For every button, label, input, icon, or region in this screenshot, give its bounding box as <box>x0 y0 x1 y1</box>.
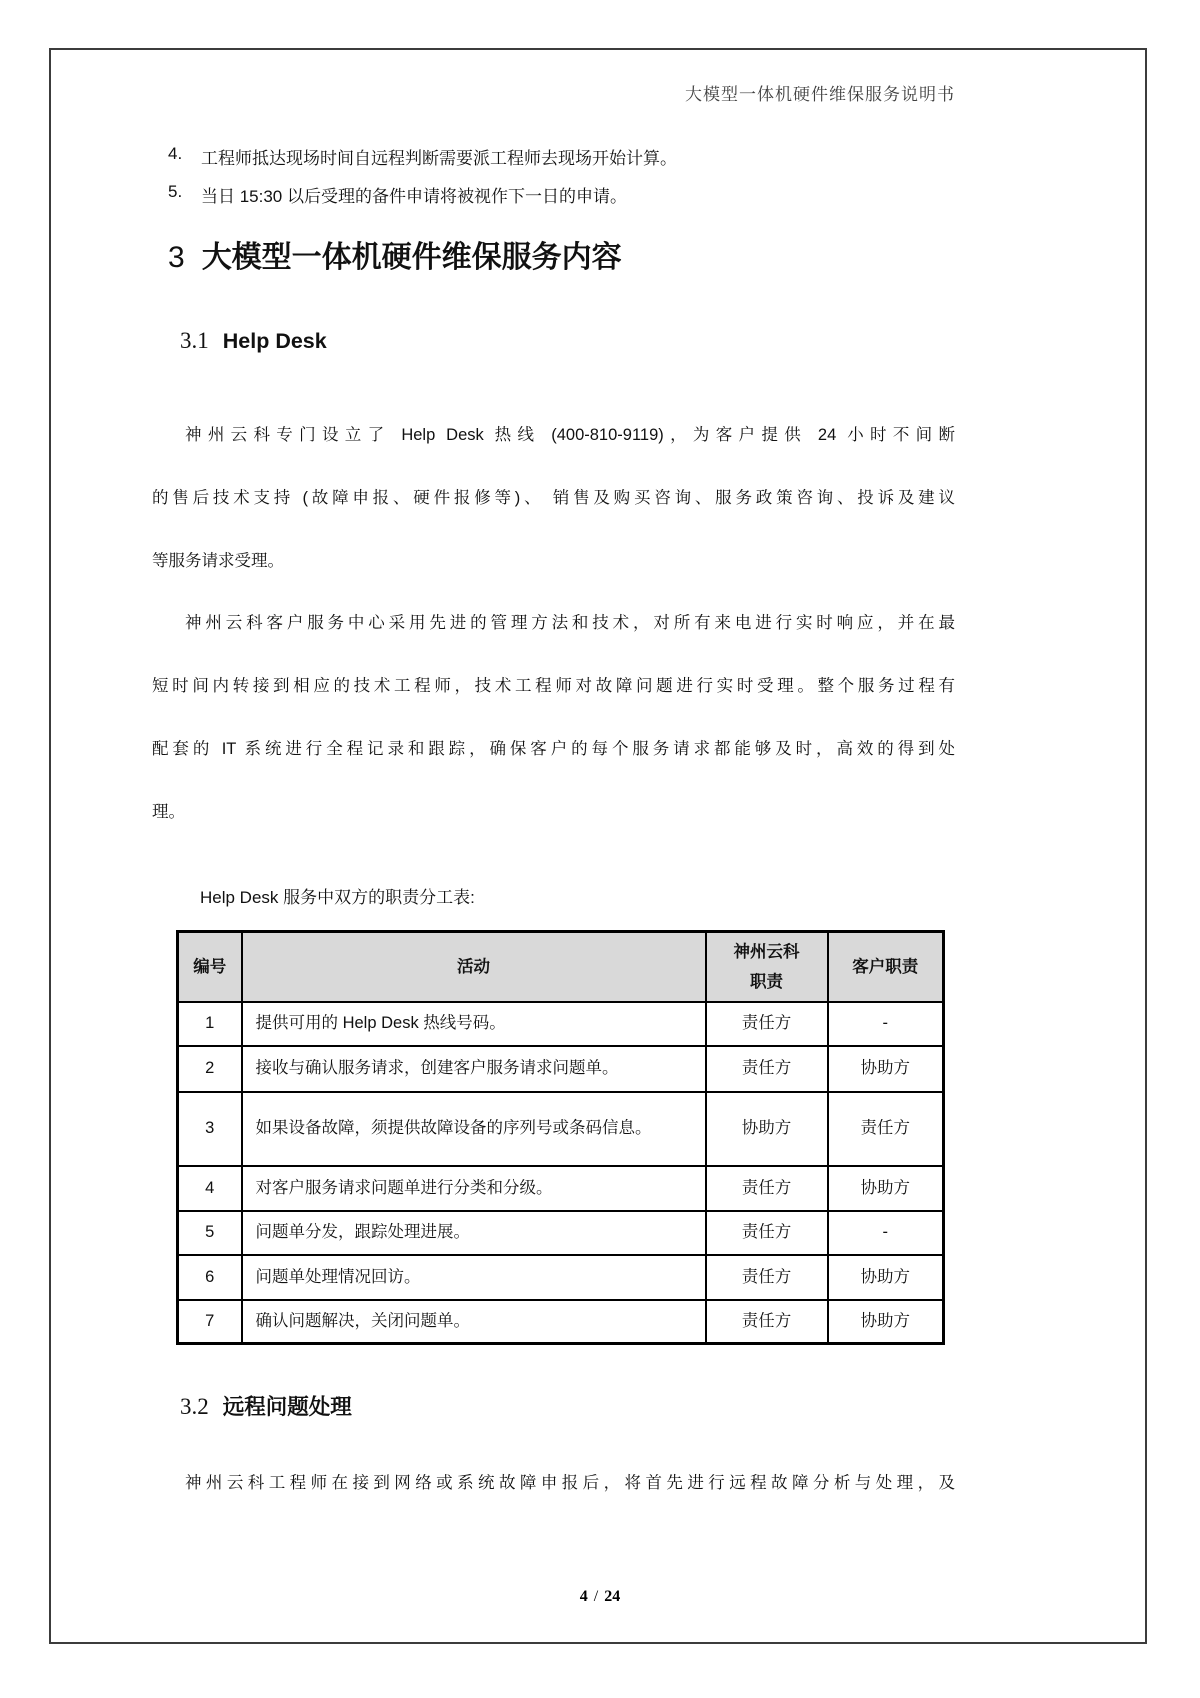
cell-activity: 如果设备故障，须提供故障设备的序列号或条码信息。 <box>242 1092 706 1166</box>
cell-dck-duty: 责任方 <box>706 1300 828 1344</box>
table-caption: Help Desk 服务中双方的职责分工表: <box>200 888 475 907</box>
section-number: 3.2 <box>180 1394 209 1419</box>
cell-customer-duty: 协助方 <box>828 1255 944 1300</box>
column-header-dck-line2: 职责 <box>750 972 783 991</box>
cell-dck-duty: 责任方 <box>706 1166 828 1211</box>
cell-dck-duty: 责任方 <box>706 1002 828 1046</box>
chapter-title: 大模型一体机硬件维保服务内容 <box>201 241 622 274</box>
table-row <box>178 1002 944 1046</box>
cell-dck-duty: 协助方 <box>706 1092 828 1166</box>
paragraph-line: 神州云科客户服务中心采用先进的管理方法和技术，对所有来电进行实时响应，并在最 <box>185 614 955 632</box>
section-heading-3-1 <box>180 328 327 354</box>
table-row <box>178 1092 944 1166</box>
paragraph-line: 配套的 IT 系统进行全程记录和跟踪，确保客户的每个服务请求都能够及时，高效的得到处 <box>152 740 955 758</box>
list-item-number: 4. <box>168 144 183 163</box>
chapter-heading <box>168 232 622 276</box>
cell-number: 2 <box>178 1046 242 1092</box>
cell-number: 6 <box>178 1255 242 1300</box>
page-footer <box>0 1588 1200 1606</box>
paragraph-helpdesk-intro <box>152 404 955 593</box>
cell-number: 3 <box>178 1092 242 1166</box>
cell-number: 1 <box>178 1002 242 1046</box>
paragraph-service-center <box>152 592 955 844</box>
column-header-activity: 活动 <box>242 932 706 1002</box>
page-number-total: 24 <box>604 1588 621 1605</box>
cell-activity: 对客户服务请求问题单进行分类和分级。 <box>242 1166 706 1211</box>
cell-customer-duty: - <box>828 1211 944 1255</box>
table-row <box>178 1211 944 1255</box>
responsibility-table <box>176 930 945 1345</box>
section-heading-3-2 <box>180 1390 352 1421</box>
paragraph-line: 的售后技术支持 (故障申报、硬件报修等)、 销售及购买咨询、服务政策咨询、投诉及建议 <box>152 489 955 507</box>
paragraph-line: 理。 <box>152 803 185 821</box>
column-header-customer-duty: 客户职责 <box>828 932 944 1002</box>
cell-activity: 接收与确认服务请求，创建客户服务请求问题单。 <box>242 1046 706 1092</box>
paragraph-remote-handling <box>152 1452 955 1515</box>
paragraph-line: 等服务请求受理。 <box>152 552 284 570</box>
cell-activity: 问题单分发，跟踪处理进展。 <box>242 1211 706 1255</box>
column-header-dck-duty <box>706 932 828 1002</box>
cell-customer-duty: 责任方 <box>828 1092 944 1166</box>
cell-activity: 确认问题解决，关闭问题单。 <box>242 1300 706 1344</box>
list-item-4 <box>168 144 677 169</box>
table-row <box>178 1300 944 1344</box>
list-item-text: 当日 15:30 以后受理的备件申请将被视作下一日的申请。 <box>201 187 627 206</box>
table-row <box>178 1166 944 1211</box>
cell-number: 4 <box>178 1166 242 1211</box>
cell-dck-duty: 责任方 <box>706 1211 828 1255</box>
cell-customer-duty: 协助方 <box>828 1046 944 1092</box>
list-item-text: 工程师抵达现场时间自远程判断需要派工程师去现场开始计算。 <box>201 149 677 168</box>
list-item-5 <box>168 182 627 207</box>
cell-customer-duty: 协助方 <box>828 1166 944 1211</box>
cell-customer-duty: 协助方 <box>828 1300 944 1344</box>
cell-activity: 提供可用的 Help Desk 热线号码。 <box>242 1002 706 1046</box>
cell-customer-duty: - <box>828 1002 944 1046</box>
cell-number: 5 <box>178 1211 242 1255</box>
page-number-current: 4 <box>579 1588 588 1605</box>
cell-number: 7 <box>178 1300 242 1344</box>
page-header-title: 大模型一体机硬件维保服务说明书 <box>685 85 955 104</box>
table-row <box>178 1255 944 1300</box>
section-title: Help Desk <box>222 329 327 353</box>
cell-activity: 问题单处理情况回访。 <box>242 1255 706 1300</box>
cell-dck-duty: 责任方 <box>706 1046 828 1092</box>
paragraph-line: 短时间内转接到相应的技术工程师，技术工程师对故障问题进行实时受理。整个服务过程有 <box>152 677 955 695</box>
page-number-separator: / <box>593 1588 599 1605</box>
column-header-dck-line1: 神州云科 <box>733 942 800 961</box>
table-row <box>178 1046 944 1092</box>
table-header-row <box>178 932 944 1002</box>
cell-dck-duty: 责任方 <box>706 1255 828 1300</box>
section-number: 3.1 <box>180 328 209 353</box>
column-header-number: 编号 <box>178 932 242 1002</box>
paragraph-line: 神州云科专门设立了 Help Desk 热线 (400-810-9119)，为客户提供 24 小时不间断 <box>185 426 955 444</box>
paragraph-line: 神州云科工程师在接到网络或系统故障申报后，将首先进行远程故障分析与处理，及 <box>185 1474 955 1492</box>
section-title: 远程问题处理 <box>222 1395 352 1419</box>
list-item-number: 5. <box>168 182 183 201</box>
chapter-number: 3 <box>168 241 185 274</box>
